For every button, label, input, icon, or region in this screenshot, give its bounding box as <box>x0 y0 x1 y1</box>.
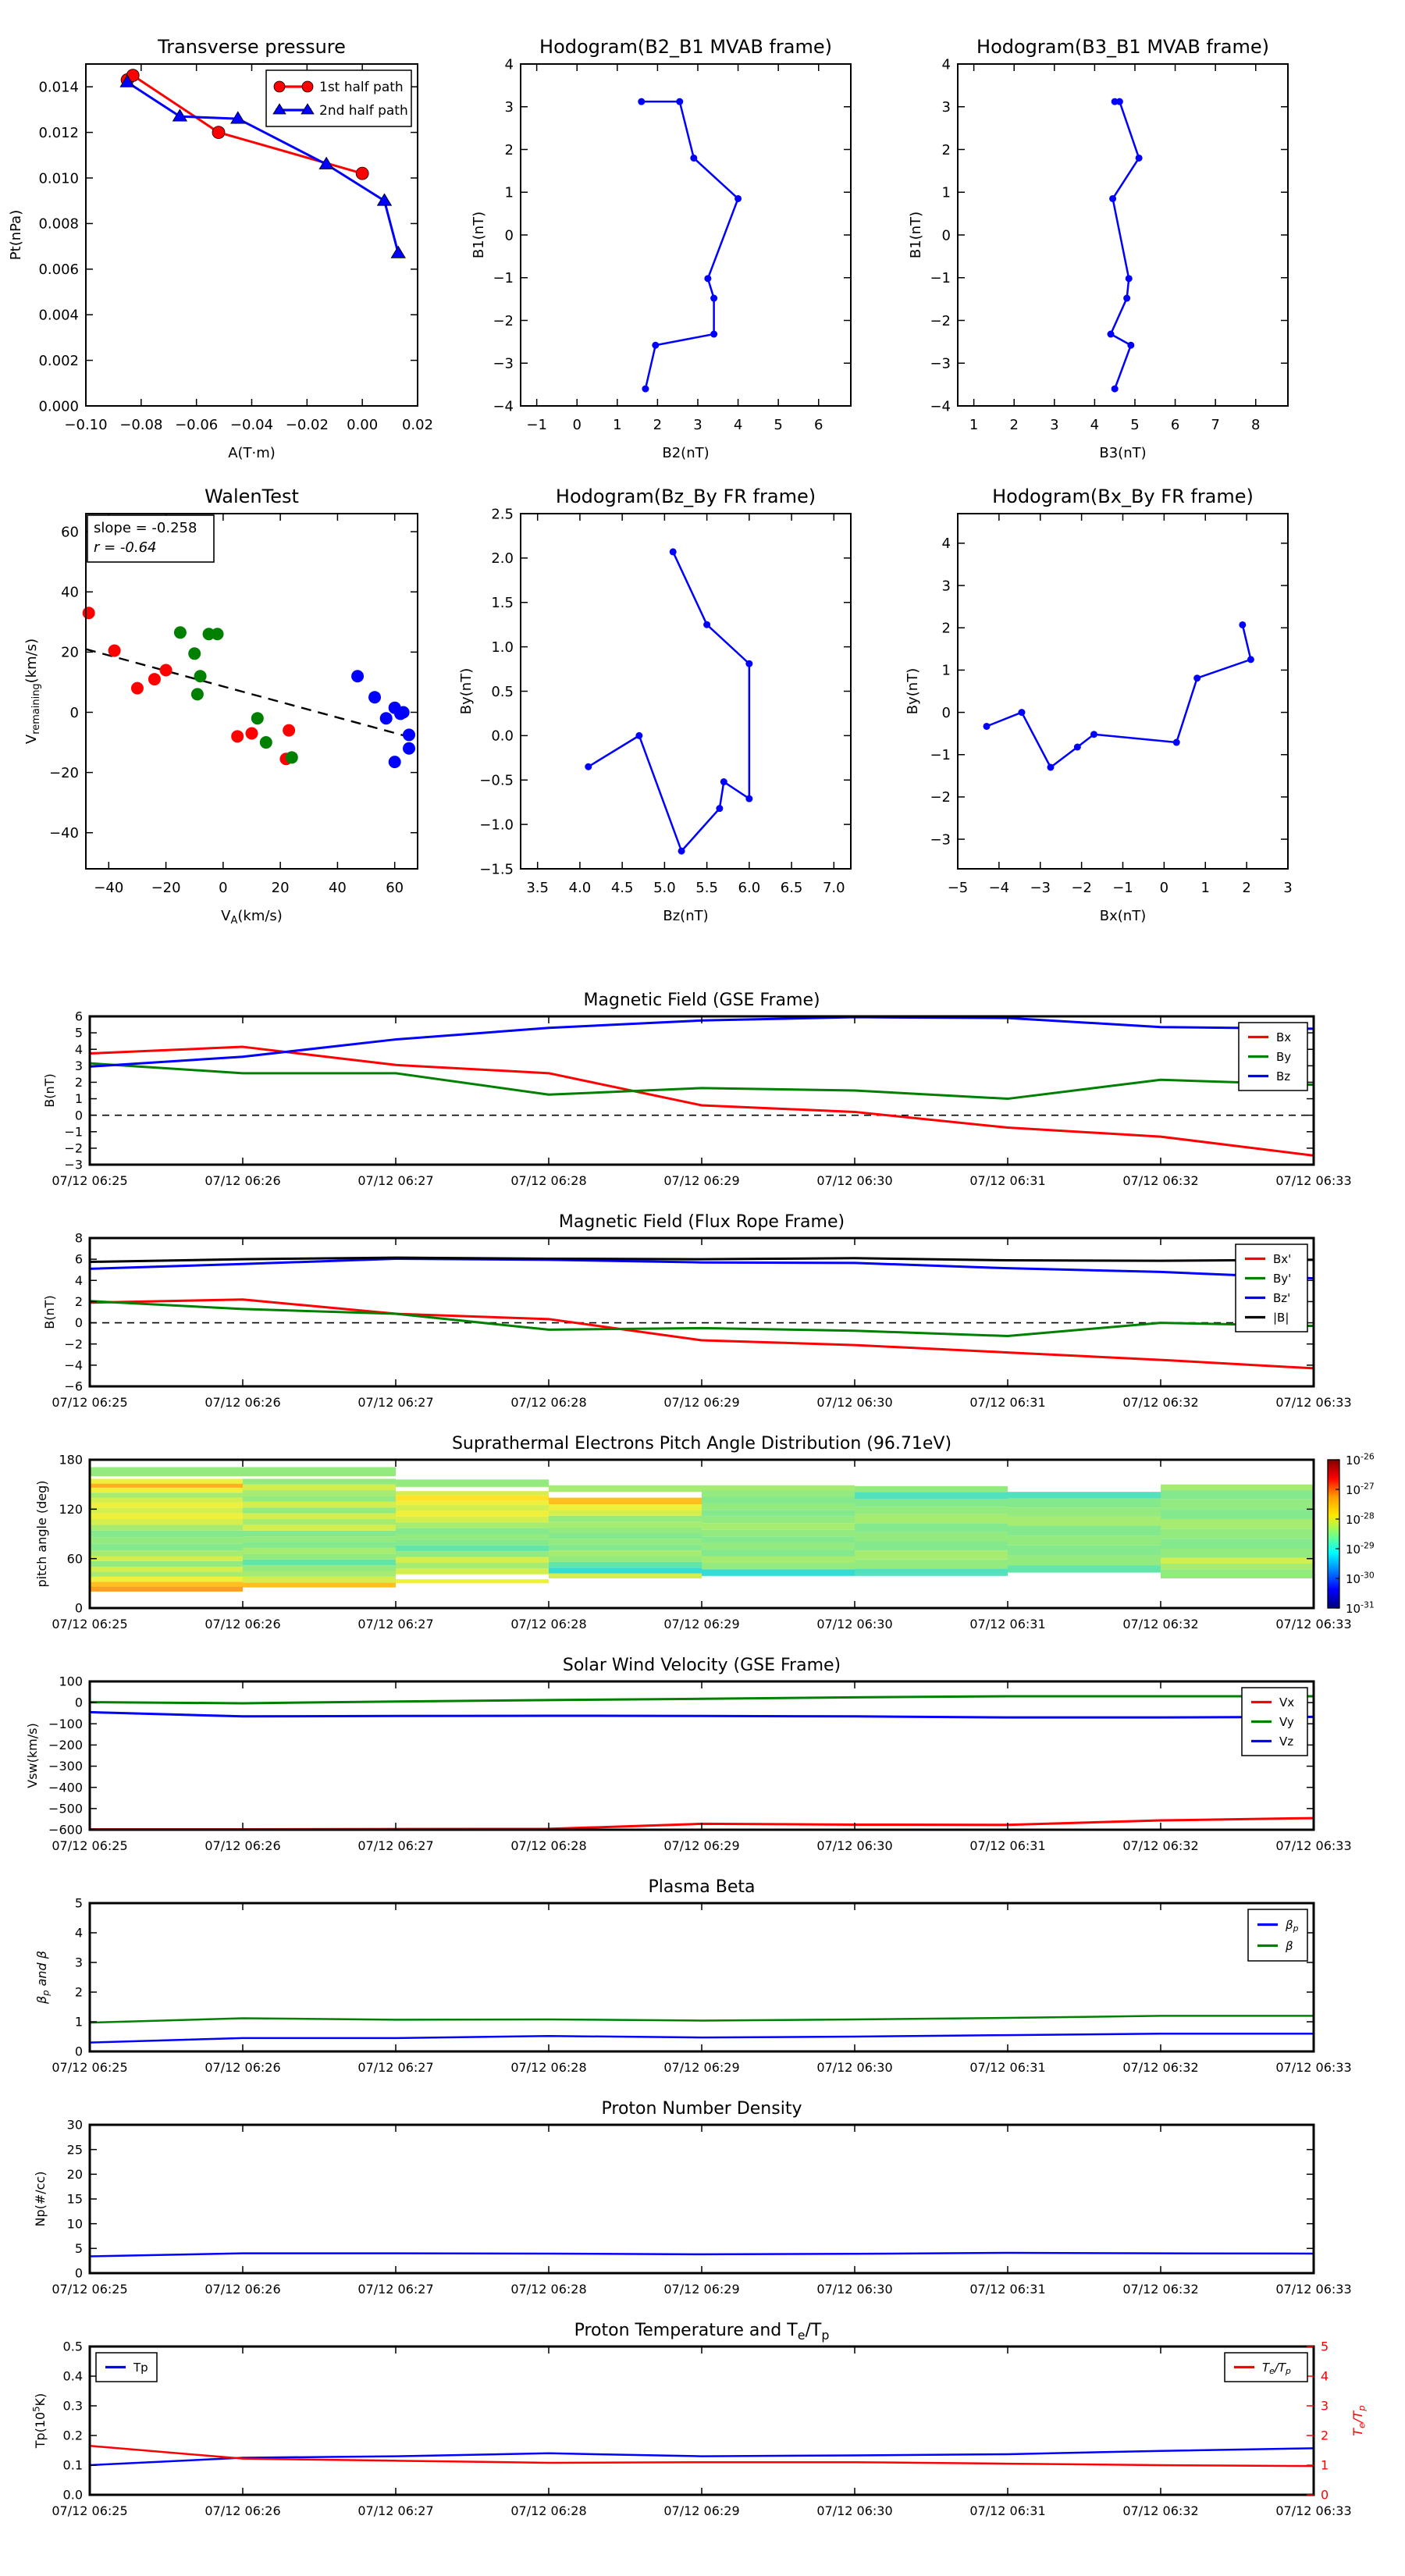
svg-text:3: 3 <box>1283 880 1293 896</box>
svg-text:−1: −1 <box>493 270 514 287</box>
svg-text:Hodogram(B2_B1 MVAB frame): Hodogram(B2_B1 MVAB frame) <box>539 36 832 58</box>
svg-text:Tp(105K): $Tp(10^5K)$ <box>30 2393 48 2449</box>
svg-text:Hodogram(B3_B1 MVAB frame): Hodogram(B3_B1 MVAB frame) <box>976 36 1269 58</box>
svg-text:0: 0 <box>504 227 514 244</box>
svg-text:07/12 06:26: 07/12 06:26 <box>205 1395 281 1410</box>
svg-text:2: 2 <box>74 1294 83 1310</box>
svg-text:07/12 06:28: 07/12 06:28 <box>510 1838 587 1853</box>
svg-text:Bx: Bx <box>1276 1030 1292 1044</box>
svg-text:07/12 06:30: 07/12 06:30 <box>816 1395 893 1410</box>
svg-text:Tp: Tp <box>133 2360 148 2375</box>
svg-text:1: 1 <box>613 417 622 433</box>
svg-text:Solar Wind Velocity (GSE Frame: Solar Wind Velocity (GSE Frame) <box>562 1656 841 1675</box>
svg-text:07/12 06:33: 07/12 06:33 <box>1275 2282 1352 2297</box>
svg-text:10-30: $10^{-30}$ <box>1346 1570 1375 1586</box>
svg-text:07/12 06:26: 07/12 06:26 <box>205 1173 281 1188</box>
svg-text:Bz: Bz <box>1276 1069 1291 1083</box>
svg-text:0: 0 <box>74 1108 83 1123</box>
svg-text:07/12 06:28: 07/12 06:28 <box>510 1173 587 1188</box>
svg-text:Magnetic Field (GSE Frame): Magnetic Field (GSE Frame) <box>583 991 820 1010</box>
svg-text:By(nT): By(nT) <box>458 667 475 715</box>
svg-text:−4: −4 <box>930 398 951 415</box>
svg-text:−3: −3 <box>930 355 951 372</box>
svg-text:Magnetic Field (Flux Rope Fram: Magnetic Field (Flux Rope Frame) <box>558 1212 845 1232</box>
svg-text:07/12 06:25: 07/12 06:25 <box>52 2282 128 2297</box>
svg-text:07/12 06:31: 07/12 06:31 <box>969 1395 1046 1410</box>
svg-text:1: 1 <box>941 184 951 201</box>
svg-text:0: 0 <box>74 1600 83 1616</box>
svg-text:0.004: 0.004 <box>38 307 79 324</box>
svg-text:0.0: 0.0 <box>62 2487 83 2503</box>
svg-text:07/12 06:29: 07/12 06:29 <box>663 2503 740 2518</box>
svg-text:5.5: 5.5 <box>695 880 718 896</box>
svg-text:07/12 06:28: 07/12 06:28 <box>510 2503 587 2518</box>
svg-text:07/12 06:30: 07/12 06:30 <box>816 2060 893 2075</box>
svg-text:6: 6 <box>74 1009 83 1024</box>
svg-text:−1: −1 <box>526 417 547 433</box>
svg-text:07/12 06:31: 07/12 06:31 <box>969 2060 1046 2075</box>
svg-text:2nd half path: 2nd half path <box>319 102 408 119</box>
svg-text:−1.0: −1.0 <box>479 817 514 834</box>
svg-text:Plasma Beta: Plasma Beta <box>648 1877 756 1897</box>
svg-text:0.012: 0.012 <box>38 124 79 141</box>
svg-text:2.5: 2.5 <box>491 506 514 523</box>
svg-text:25: 25 <box>66 2142 83 2158</box>
svg-text:07/12 06:30: 07/12 06:30 <box>816 1838 893 1853</box>
svg-text:1: 1 <box>74 1091 83 1107</box>
svg-text:07/12 06:32: 07/12 06:32 <box>1122 1395 1199 1410</box>
svg-text:07/12 06:32: 07/12 06:32 <box>1122 1838 1199 1853</box>
svg-text:30: 30 <box>66 2117 83 2133</box>
svg-text:10-28: $10^{-28}$ <box>1346 1510 1375 1527</box>
svg-text:0: 0 <box>74 1315 83 1331</box>
svg-text:07/12 06:32: 07/12 06:32 <box>1122 2282 1199 2297</box>
svg-text:07/12 06:27: 07/12 06:27 <box>357 1173 434 1188</box>
svg-text:2: 2 <box>504 141 514 158</box>
svg-text:07/12 06:29: 07/12 06:29 <box>663 1173 740 1188</box>
svg-text:β: β <box>1286 1938 1293 1953</box>
svg-text:Bz(nT): Bz(nT) <box>663 908 709 924</box>
svg-text:−4: −4 <box>988 880 1010 896</box>
svg-text:Suprathermal Electrons Pitch A: Suprathermal Electrons Pitch Angle Distribution (96.71eV) <box>451 1434 952 1453</box>
svg-text:Bx(nT): Bx(nT) <box>1099 908 1147 924</box>
svg-text:0.3: 0.3 <box>62 2398 83 2414</box>
svg-text:pitch angle (deg): pitch angle (deg) <box>34 1480 49 1588</box>
svg-text:07/12 06:28: 07/12 06:28 <box>510 1395 587 1410</box>
svg-text:3: 3 <box>504 99 514 116</box>
svg-text:−1: −1 <box>1112 880 1133 896</box>
svg-text:6.5: 6.5 <box>780 880 803 896</box>
svg-text:5: 5 <box>1321 2339 1329 2354</box>
svg-text:07/12 06:31: 07/12 06:31 <box>969 2282 1046 2297</box>
svg-text:4: 4 <box>74 1925 83 1941</box>
svg-text:6.0: 6.0 <box>738 880 761 896</box>
svg-text:0.002: 0.002 <box>38 352 79 369</box>
svg-text:5.0: 5.0 <box>653 880 676 896</box>
svg-text:Hodogram(Bx_By FR frame): Hodogram(Bx_By FR frame) <box>992 486 1254 507</box>
svg-text:−20: −20 <box>49 764 79 781</box>
svg-text:−300: −300 <box>48 1759 83 1774</box>
svg-text:07/12 06:29: 07/12 06:29 <box>663 2282 740 2297</box>
svg-text:10-29: $10^{-29}$ <box>1346 1540 1375 1557</box>
svg-text:0: 0 <box>74 2044 83 2059</box>
svg-text:B1(nT): B1(nT) <box>471 211 487 259</box>
svg-text:0.02: 0.02 <box>401 417 434 433</box>
svg-text:60: 60 <box>386 880 404 896</box>
svg-text:2: 2 <box>653 417 663 433</box>
svg-text:0.0: 0.0 <box>491 728 514 745</box>
svg-text:4: 4 <box>1321 2368 1329 2384</box>
svg-text:07/12 06:31: 07/12 06:31 <box>969 1617 1046 1631</box>
svg-text:Hodogram(Bz_By FR frame): Hodogram(Bz_By FR frame) <box>555 486 816 507</box>
svg-text:1: 1 <box>504 184 514 201</box>
svg-text:0: 0 <box>74 2265 83 2281</box>
svg-text:−0.08: −0.08 <box>119 417 163 433</box>
svg-text:2: 2 <box>74 1984 83 2000</box>
svg-text:Vsw(km/s): Vsw(km/s) <box>25 1723 40 1788</box>
svg-text:07/12 06:26: 07/12 06:26 <box>205 2503 281 2518</box>
svg-text:−0.04: −0.04 <box>229 417 274 433</box>
svg-text:07/12 06:29: 07/12 06:29 <box>663 1617 740 1631</box>
svg-text:0: 0 <box>74 1695 83 1710</box>
svg-text:0.2: 0.2 <box>62 2428 83 2443</box>
svg-text:07/12 06:25: 07/12 06:25 <box>52 1395 128 1410</box>
svg-text:−200: −200 <box>48 1738 83 1753</box>
svg-text:2: 2 <box>941 141 951 158</box>
svg-text:−1.5: −1.5 <box>479 861 514 878</box>
svg-text:−4: −4 <box>493 398 514 415</box>
svg-text:07/12 06:27: 07/12 06:27 <box>357 1395 434 1410</box>
svg-text:|B|: |B| <box>1273 1310 1289 1325</box>
svg-text:07/12 06:33: 07/12 06:33 <box>1275 1395 1352 1410</box>
svg-text:0.008: 0.008 <box>38 215 79 233</box>
svg-text:10-26: $10^{-26}$ <box>1346 1451 1375 1468</box>
svg-text:5: 5 <box>74 1895 83 1911</box>
svg-text:6: 6 <box>74 1251 83 1267</box>
svg-text:Pt(nPa): Pt(nPa) <box>8 209 24 261</box>
svg-text:1: 1 <box>941 662 951 679</box>
svg-text:2: 2 <box>1321 2428 1329 2443</box>
svg-text:07/12 06:33: 07/12 06:33 <box>1275 1173 1352 1188</box>
svg-text:0: 0 <box>941 704 951 721</box>
svg-text:0: 0 <box>1321 2487 1329 2503</box>
svg-text:r = -0.64: r = -0.64 <box>94 539 157 556</box>
svg-text:3: 3 <box>941 99 951 116</box>
svg-text:B3(nT): B3(nT) <box>1099 445 1147 461</box>
svg-text:07/12 06:26: 07/12 06:26 <box>205 1838 281 1853</box>
svg-text:07/12 06:33: 07/12 06:33 <box>1275 1838 1352 1853</box>
svg-text:1: 1 <box>1321 2457 1329 2473</box>
svg-text:5: 5 <box>774 417 783 433</box>
svg-text:1: 1 <box>969 417 979 433</box>
svg-text:07/12 06:32: 07/12 06:32 <box>1122 1617 1199 1631</box>
svg-text:0.010: 0.010 <box>38 170 79 187</box>
svg-text:07/12 06:30: 07/12 06:30 <box>816 2503 893 2518</box>
svg-text:07/12 06:32: 07/12 06:32 <box>1122 2503 1199 2518</box>
svg-text:15: 15 <box>66 2191 83 2207</box>
svg-text:0: 0 <box>69 704 79 721</box>
svg-text:07/12 06:25: 07/12 06:25 <box>52 2503 128 2518</box>
svg-text:6: 6 <box>814 417 823 433</box>
svg-text:7: 7 <box>1211 417 1220 433</box>
svg-text:0.00: 0.00 <box>347 417 379 433</box>
svg-text:3: 3 <box>693 417 702 433</box>
svg-text:3.5: 3.5 <box>526 880 550 896</box>
svg-text:4: 4 <box>733 417 743 433</box>
svg-text:Vremaining(km/s): $V_{remaining}(km/s)$ <box>23 638 42 745</box>
svg-text:Bx': Bx' <box>1273 1251 1292 1266</box>
svg-text:180: 180 <box>59 1452 83 1468</box>
svg-text:40: 40 <box>61 584 79 601</box>
svg-text:slope = -0.258: slope = -0.258 <box>94 520 197 536</box>
svg-text:By: By <box>1276 1049 1292 1064</box>
svg-text:0.000: 0.000 <box>38 398 79 415</box>
svg-text:07/12 06:25: 07/12 06:25 <box>52 1173 128 1188</box>
svg-text:−0.10: −0.10 <box>64 417 108 433</box>
svg-text:−0.5: −0.5 <box>479 772 514 789</box>
svg-text:07/12 06:33: 07/12 06:33 <box>1275 1617 1352 1631</box>
svg-text:2: 2 <box>1242 880 1251 896</box>
svg-text:4: 4 <box>1090 417 1100 433</box>
svg-text:0: 0 <box>941 227 951 244</box>
svg-text:5: 5 <box>1130 417 1140 433</box>
svg-text:−2: −2 <box>493 312 514 329</box>
svg-text:By': By' <box>1273 1271 1292 1286</box>
svg-text:−2: −2 <box>930 789 951 806</box>
svg-text:2.0: 2.0 <box>491 550 514 568</box>
svg-text:07/12 06:30: 07/12 06:30 <box>816 1173 893 1188</box>
svg-text:07/12 06:26: 07/12 06:26 <box>205 2282 281 2297</box>
svg-text:07/12 06:25: 07/12 06:25 <box>52 1838 128 1853</box>
svg-text:0.014: 0.014 <box>38 79 79 96</box>
svg-text:−3: −3 <box>1030 880 1051 896</box>
svg-text:3: 3 <box>74 1058 83 1073</box>
svg-text:−20: −20 <box>151 880 181 896</box>
svg-text:4: 4 <box>74 1272 83 1288</box>
svg-text:60: 60 <box>61 524 79 541</box>
svg-text:10-31: $10^{-31}$ <box>1346 1599 1375 1616</box>
svg-text:Te/Tp: $T_e/T_p$ <box>1262 2360 1291 2377</box>
svg-text:07/12 06:33: 07/12 06:33 <box>1275 2503 1352 2518</box>
svg-text:−3: −3 <box>930 831 951 849</box>
svg-text:07/12 06:26: 07/12 06:26 <box>205 2060 281 2075</box>
svg-text:10: 10 <box>66 2216 83 2232</box>
svg-text:100: 100 <box>59 1674 83 1689</box>
svg-text:07/12 06:27: 07/12 06:27 <box>357 1617 434 1631</box>
svg-text:20: 20 <box>61 644 79 661</box>
svg-text:−2: −2 <box>64 1336 83 1352</box>
svg-text:07/12 06:27: 07/12 06:27 <box>357 1838 434 1853</box>
svg-text:3: 3 <box>941 578 951 595</box>
svg-text:−40: −40 <box>49 825 79 842</box>
svg-text:0: 0 <box>1159 880 1169 896</box>
svg-text:1: 1 <box>74 2014 83 2030</box>
svg-text:4.0: 4.0 <box>568 880 592 896</box>
svg-text:0.4: 0.4 <box>62 2368 83 2384</box>
svg-text:4: 4 <box>941 56 951 73</box>
svg-text:By(nT): By(nT) <box>905 667 921 715</box>
svg-text:7.0: 7.0 <box>822 880 845 896</box>
svg-text:07/12 06:27: 07/12 06:27 <box>357 2503 434 2518</box>
svg-text:0: 0 <box>219 880 228 896</box>
svg-text:07/12 06:32: 07/12 06:32 <box>1122 1173 1199 1188</box>
svg-text:07/12 06:32: 07/12 06:32 <box>1122 2060 1199 2075</box>
svg-text:Vz: Vz <box>1279 1734 1294 1749</box>
svg-text:−600: −600 <box>48 1822 83 1838</box>
svg-text:0.5: 0.5 <box>491 683 514 700</box>
svg-text:Vy: Vy <box>1279 1714 1294 1729</box>
svg-text:2: 2 <box>74 1075 83 1091</box>
svg-text:07/12 06:31: 07/12 06:31 <box>969 1173 1046 1188</box>
svg-text:07/12 06:29: 07/12 06:29 <box>663 1395 740 1410</box>
svg-text:10-27: $10^{-27}$ <box>1346 1481 1375 1497</box>
svg-text:−100: −100 <box>48 1716 83 1731</box>
svg-text:B(nT): B(nT) <box>42 1295 57 1329</box>
svg-text:VA(km/s): $V_A(km/s)$ <box>221 908 283 927</box>
svg-text:1st half path: 1st half path <box>319 79 404 95</box>
svg-text:−400: −400 <box>48 1780 83 1795</box>
svg-text:3: 3 <box>1050 417 1059 433</box>
svg-text:6: 6 <box>1170 417 1180 433</box>
svg-text:2: 2 <box>941 620 951 637</box>
svg-text:3: 3 <box>1321 2398 1329 2414</box>
svg-text:Np(#/cc): Np(#/cc) <box>33 2171 48 2227</box>
svg-text:−2: −2 <box>1071 880 1092 896</box>
svg-text:07/12 06:27: 07/12 06:27 <box>357 2060 434 2075</box>
svg-text:−3: −3 <box>64 1157 83 1172</box>
svg-text:1: 1 <box>1200 880 1210 896</box>
svg-text:07/12 06:30: 07/12 06:30 <box>816 1617 893 1631</box>
svg-text:−40: −40 <box>94 880 124 896</box>
svg-text:0.5: 0.5 <box>62 2339 83 2354</box>
svg-text:WalenTest: WalenTest <box>205 486 299 507</box>
svg-text:−1: −1 <box>64 1124 83 1140</box>
svg-text:2: 2 <box>1009 417 1019 433</box>
svg-text:07/12 06:28: 07/12 06:28 <box>510 2282 587 2297</box>
svg-text:3: 3 <box>74 1955 83 1970</box>
svg-text:07/12 06:31: 07/12 06:31 <box>969 2503 1046 2518</box>
svg-text:−1: −1 <box>930 747 951 764</box>
svg-text:07/12 06:25: 07/12 06:25 <box>52 2060 128 2075</box>
svg-text:−4: −4 <box>64 1357 83 1373</box>
svg-text:07/12 06:29: 07/12 06:29 <box>663 2060 740 2075</box>
svg-text:5: 5 <box>74 1025 83 1041</box>
svg-text:−2: −2 <box>930 312 951 329</box>
svg-text:20: 20 <box>66 2166 83 2182</box>
svg-text:Vx: Vx <box>1279 1695 1295 1710</box>
svg-text:−500: −500 <box>48 1801 83 1816</box>
svg-text:07/12 06:28: 07/12 06:28 <box>510 1617 587 1631</box>
svg-text:Proton Temperature and Te/Tp: Proton Temperature and $T_e/T_p$ <box>574 2321 830 2343</box>
svg-text:Proton Number Density: Proton Number Density <box>601 2099 802 2119</box>
svg-text:B(nT): B(nT) <box>42 1073 57 1108</box>
svg-text:60: 60 <box>66 1551 83 1567</box>
svg-text:4.5: 4.5 <box>610 880 634 896</box>
svg-text:07/12 06:26: 07/12 06:26 <box>205 1617 281 1631</box>
svg-text:−5: −5 <box>947 880 969 896</box>
svg-text:B2(nT): B2(nT) <box>662 445 710 461</box>
svg-text:−3: −3 <box>493 355 514 372</box>
svg-text:1.0: 1.0 <box>491 639 514 656</box>
svg-text:120: 120 <box>59 1501 83 1517</box>
svg-text:Transverse pressure: Transverse pressure <box>158 36 346 58</box>
svg-text:1.5: 1.5 <box>491 595 514 612</box>
svg-text:−2: −2 <box>64 1140 83 1156</box>
svg-text:40: 40 <box>328 880 347 896</box>
svg-text:−6: −6 <box>64 1379 83 1394</box>
svg-text:5: 5 <box>74 2240 83 2256</box>
svg-text:07/12 06:28: 07/12 06:28 <box>510 2060 587 2075</box>
svg-text:Bz': Bz' <box>1273 1290 1291 1305</box>
svg-text:−0.02: −0.02 <box>285 417 329 433</box>
svg-text:4: 4 <box>941 535 951 553</box>
svg-text:8: 8 <box>1251 417 1261 433</box>
svg-text:4: 4 <box>74 1041 83 1057</box>
svg-text:βp: $\beta_p$ <box>1286 1917 1299 1934</box>
svg-text:20: 20 <box>271 880 290 896</box>
svg-text:B1(nT): B1(nT) <box>908 211 924 259</box>
svg-text:A(T·m): A(T·m) <box>228 445 276 461</box>
svg-text:−0.06: −0.06 <box>175 417 219 433</box>
svg-text:8: 8 <box>74 1230 83 1246</box>
svg-text:0.006: 0.006 <box>38 262 79 279</box>
svg-text:07/12 06:33: 07/12 06:33 <box>1275 2060 1352 2075</box>
svg-text:07/12 06:30: 07/12 06:30 <box>816 2282 893 2297</box>
svg-text:07/12 06:27: 07/12 06:27 <box>357 2282 434 2297</box>
svg-text:βp and β: $\beta_p$ and β <box>34 1950 52 2005</box>
svg-text:4: 4 <box>504 56 514 73</box>
svg-text:0.1: 0.1 <box>62 2457 83 2473</box>
svg-text:0: 0 <box>572 417 582 433</box>
svg-text:07/12 06:25: 07/12 06:25 <box>52 1617 128 1631</box>
svg-text:07/12 06:31: 07/12 06:31 <box>969 1838 1046 1853</box>
svg-text:07/12 06:29: 07/12 06:29 <box>663 1838 740 1853</box>
svg-text:−1: −1 <box>930 270 951 287</box>
svg-text:Te/Tp: $T_e/T_p$ <box>1350 2405 1368 2436</box>
